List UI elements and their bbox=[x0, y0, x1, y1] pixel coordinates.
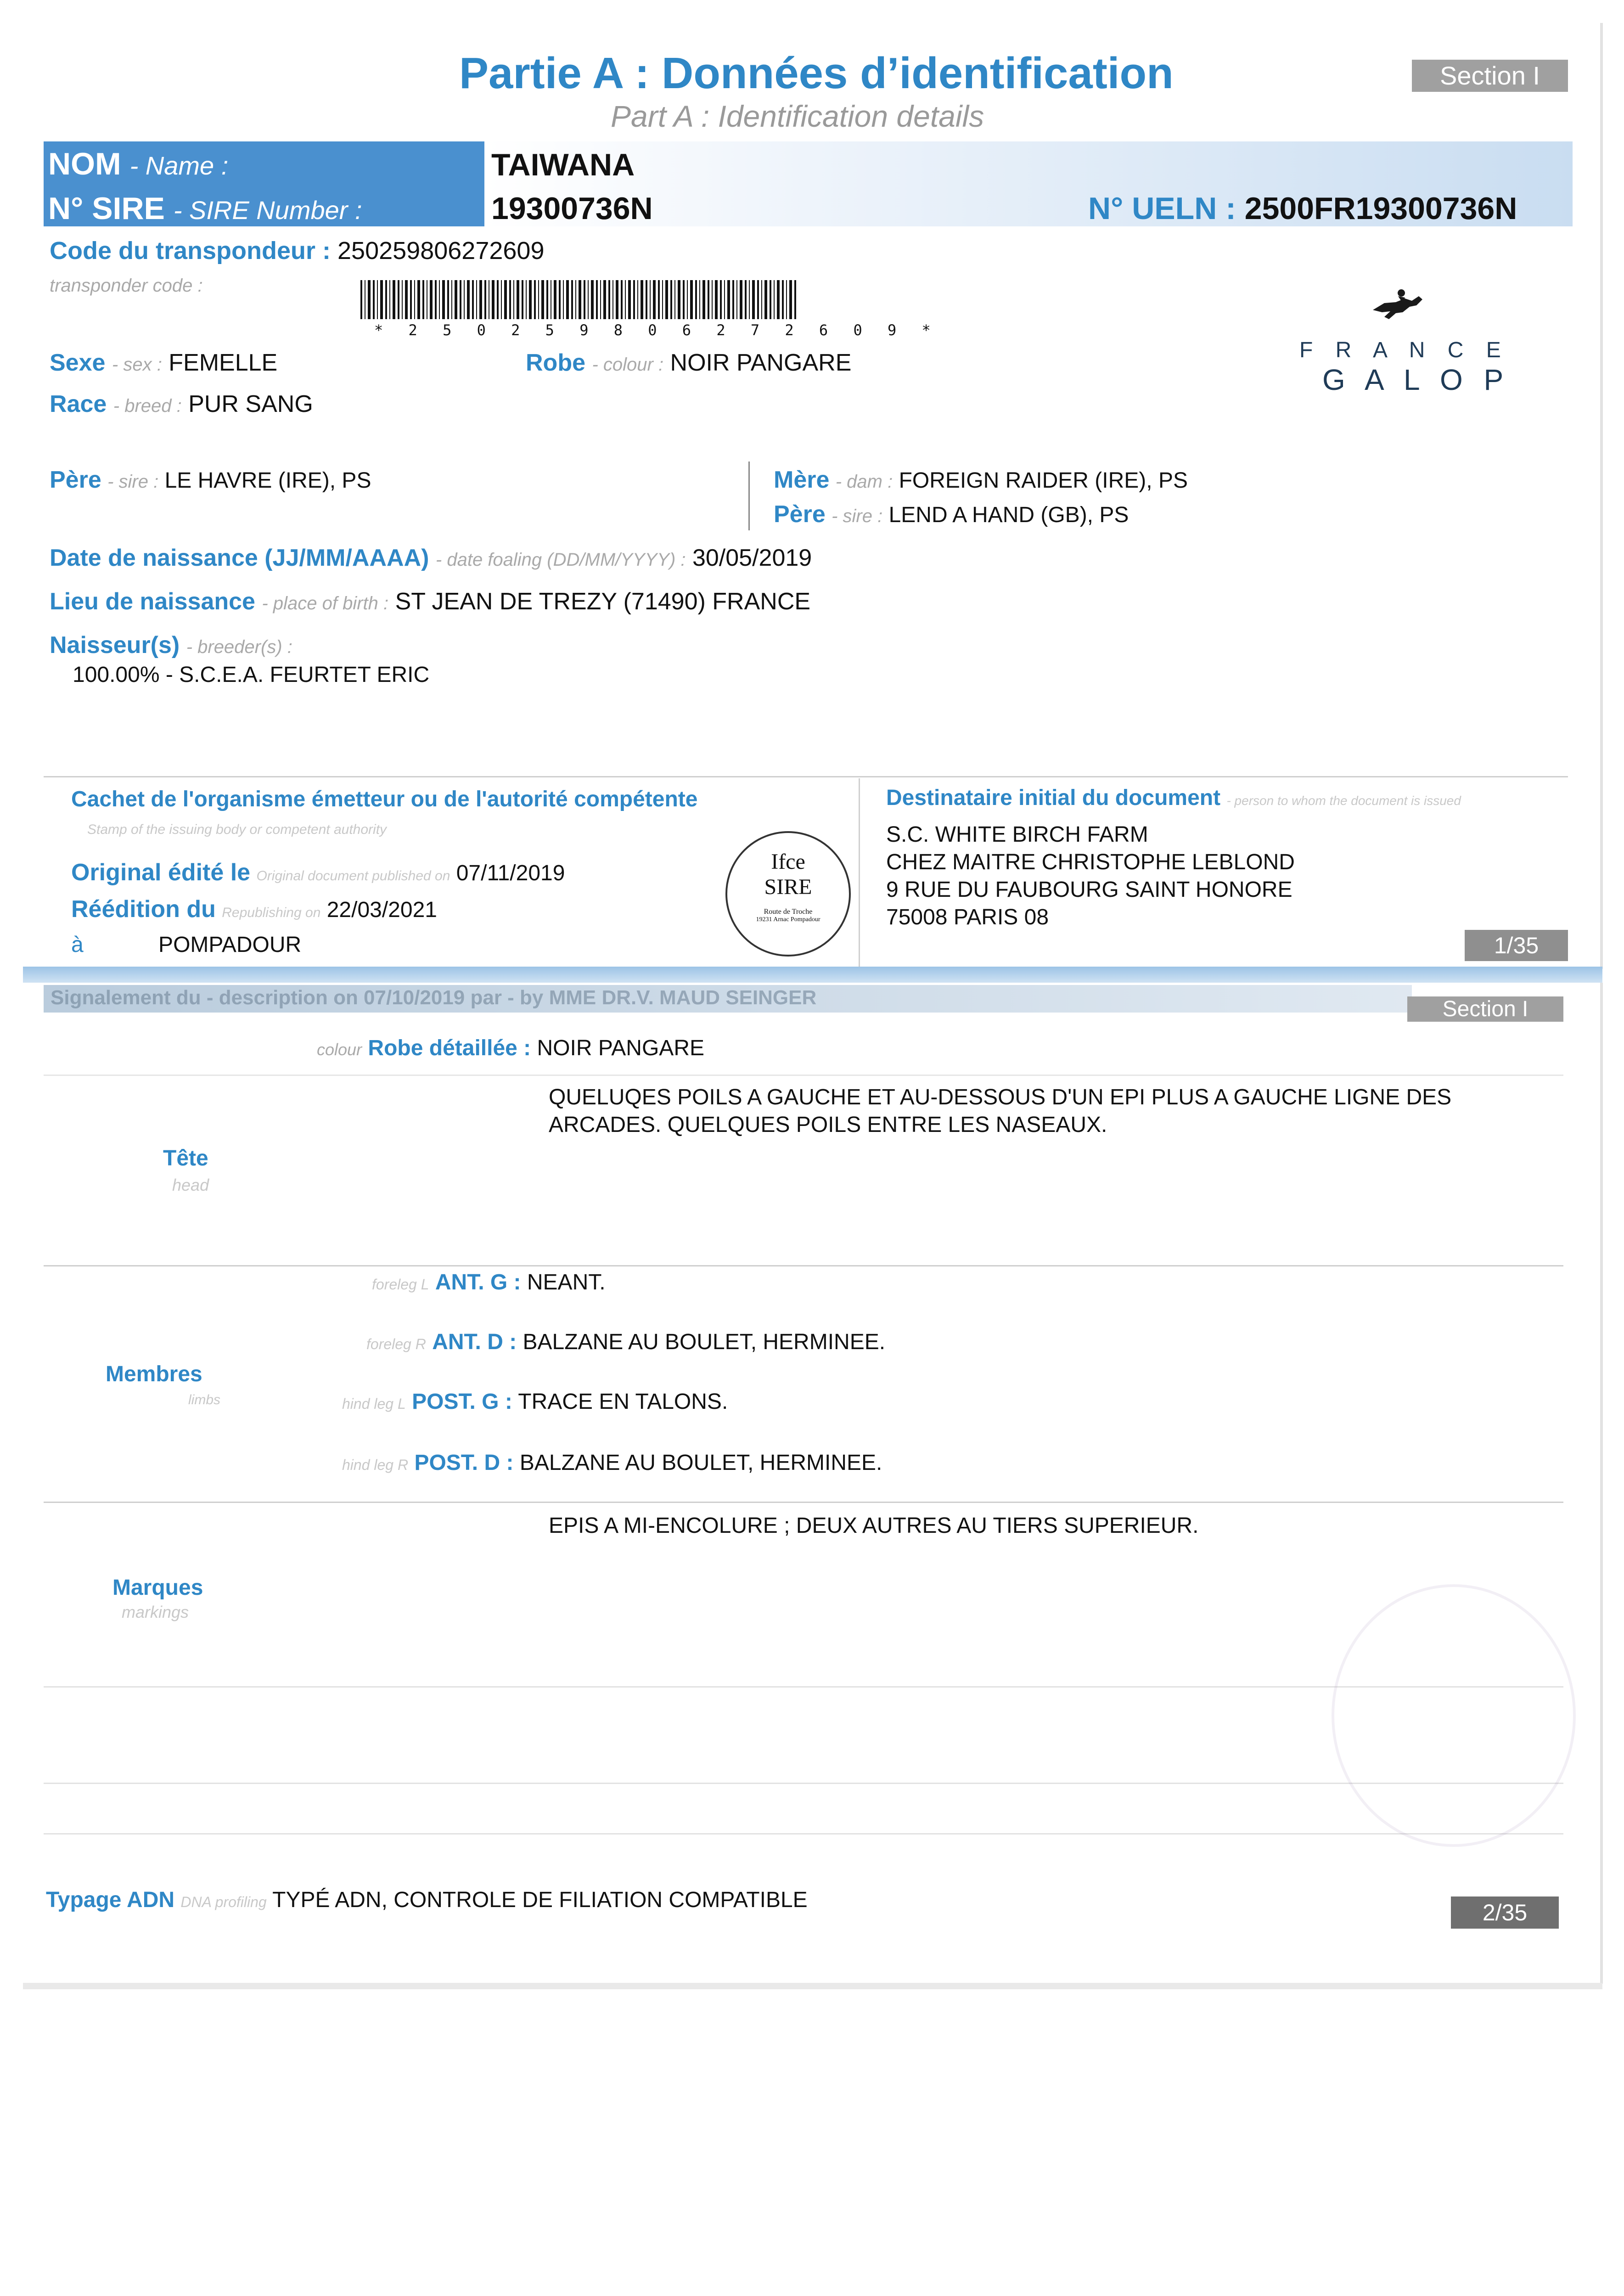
dam-sublabel: - dam : bbox=[835, 472, 893, 492]
sire-parent-sublabel: - sire : bbox=[107, 472, 159, 492]
original-row bbox=[71, 859, 565, 886]
transponder-label: Code du transpondeur : bbox=[50, 237, 331, 264]
page-overlap-band bbox=[23, 967, 1602, 985]
reedition-sublabel: Republishing on bbox=[222, 905, 321, 920]
dob-row bbox=[50, 544, 812, 572]
limb-label: ANT. G : bbox=[435, 1270, 521, 1294]
limb-row-ant-d bbox=[366, 1329, 1514, 1355]
limb-row-post-d bbox=[342, 1450, 1490, 1475]
stamp-label: Cachet de l'organisme émetteur ou de l'autorité compétente bbox=[71, 787, 698, 811]
rule bbox=[44, 1265, 1563, 1266]
sex-sublabel: - sex : bbox=[112, 355, 162, 375]
seal-line-3: Route de Troche bbox=[764, 908, 813, 916]
transponder-sublabel: transponder code : bbox=[50, 276, 203, 296]
dob-sublabel: - date foaling (DD/MM/YYYY) : bbox=[435, 550, 686, 570]
markings-label: Marques bbox=[112, 1576, 203, 1600]
colour-value: NOIR PANGARE bbox=[670, 349, 852, 376]
sire-label: N° SIRE bbox=[48, 191, 165, 226]
limb-value: BALZANE AU BOULET, HERMINEE. bbox=[519, 1451, 882, 1475]
limb-value: BALZANE AU BOULET, HERMINEE. bbox=[523, 1330, 886, 1354]
page-number-2: 2/35 bbox=[1451, 1896, 1559, 1929]
detailed-colour-row bbox=[317, 1035, 704, 1061]
reedition-label: Réédition du bbox=[71, 896, 216, 923]
breed-value: PUR SANG bbox=[188, 391, 313, 417]
limb-value: TRACE EN TALONS. bbox=[518, 1390, 728, 1414]
dam-sire-sublabel: - sire : bbox=[832, 506, 883, 526]
rule bbox=[44, 1783, 1563, 1784]
dam-sire-label: Père bbox=[774, 501, 826, 528]
original-label: Original édité le bbox=[71, 859, 251, 886]
dna-sublabel: DNA profiling bbox=[180, 1894, 267, 1910]
page-number-1: 1/35 bbox=[1465, 930, 1568, 961]
markings-value: EPIS A MI-ENCOLURE ; DEUX AUTRES AU TIERS SUPERIEUR. bbox=[549, 1514, 1199, 1538]
name-label-row bbox=[48, 146, 228, 182]
limb-value: NEANT. bbox=[527, 1270, 606, 1294]
page-title: Partie A : Données d’identification bbox=[459, 49, 1174, 98]
limb-label: POST. D : bbox=[414, 1451, 514, 1475]
section-tab-2: Section I bbox=[1407, 996, 1563, 1022]
detailed-colour-sublabel: colour bbox=[317, 1040, 362, 1059]
sex-label: Sexe bbox=[50, 349, 106, 376]
dam-sire-row bbox=[774, 501, 1129, 528]
colour-row bbox=[526, 349, 851, 377]
place-label: à bbox=[71, 933, 84, 957]
seal-line-1: Ifce bbox=[771, 850, 805, 874]
place-value: POMPADOUR bbox=[158, 933, 302, 957]
sire-parent-value: LE HAVRE (IRE), PS bbox=[164, 468, 371, 493]
seal-line-2: SIRE bbox=[764, 875, 812, 899]
transponder-row bbox=[50, 236, 544, 265]
limbs-label: Membres bbox=[106, 1362, 202, 1386]
dam-sire-value: LEND A HAND (GB), PS bbox=[888, 503, 1129, 527]
pob-value: ST JEAN DE TREZY (71490) FRANCE bbox=[395, 588, 811, 615]
dam-label: Mère bbox=[774, 467, 830, 493]
breeder-sublabel: - breeder(s) : bbox=[186, 637, 292, 657]
issuing-divider bbox=[859, 778, 860, 967]
rule bbox=[44, 1502, 1563, 1503]
ifce-seal bbox=[725, 831, 851, 957]
stamp-sublabel: Stamp of the issuing body or competent authority bbox=[87, 822, 387, 837]
colour-sublabel: - colour : bbox=[592, 355, 664, 375]
horse-rider-icon bbox=[1368, 285, 1428, 328]
breeder-label: Naisseur(s) bbox=[50, 632, 180, 658]
faded-stamp bbox=[1332, 1584, 1576, 1847]
seal-line-4: 19231 Arnac Pompadour bbox=[756, 916, 820, 923]
place-row bbox=[71, 932, 301, 957]
pob-row bbox=[50, 588, 810, 615]
logo-line-2: G A L O P bbox=[1322, 363, 1510, 396]
dob-label: Date de naissance (JJ/MM/AAAA) bbox=[50, 545, 429, 571]
head-sublabel: head bbox=[172, 1176, 209, 1194]
limb-sublabel: foreleg L bbox=[372, 1276, 429, 1293]
issuing-top-rule bbox=[44, 776, 1568, 777]
dna-label: Typage ADN bbox=[46, 1888, 175, 1912]
sire-sublabel: - SIRE Number : bbox=[173, 196, 362, 225]
limbs-sublabel: limbs bbox=[188, 1392, 221, 1407]
limb-sublabel: foreleg R bbox=[366, 1336, 426, 1352]
horse-name: TAIWANA bbox=[491, 147, 635, 182]
limb-label: POST. G : bbox=[412, 1390, 512, 1414]
limb-row-ant-g bbox=[372, 1270, 1520, 1295]
sire-label-row bbox=[48, 191, 362, 226]
sire-parent-label: Père bbox=[50, 467, 101, 493]
recipient-line: S.C. WHITE BIRCH FARM bbox=[886, 822, 1148, 847]
head-value: QUELUQES POILS A GAUCHE ET AU-DESSOUS D'UN EPI PLUS A GAUCHE LIGNE DES ARCADES. QUELQUES POILS ENTRE LES NASEAUX. bbox=[549, 1085, 1452, 1137]
ueln-label: N° UELN : bbox=[1088, 191, 1236, 226]
limb-sublabel: hind leg R bbox=[342, 1457, 409, 1473]
colour-label: Robe bbox=[526, 349, 585, 376]
detailed-colour-label: Robe détaillée : bbox=[368, 1036, 531, 1060]
original-sublabel: Original document published on bbox=[256, 868, 450, 884]
limb-sublabel: hind leg L bbox=[342, 1396, 406, 1412]
sire-parent-row bbox=[50, 466, 371, 494]
breed-label: Race bbox=[50, 391, 107, 417]
pob-sublabel: - place of birth : bbox=[262, 593, 389, 613]
sex-value: FEMELLE bbox=[169, 349, 278, 376]
head-label: Tête bbox=[163, 1146, 208, 1171]
recipient-line: 9 RUE DU FAUBOURG SAINT HONORE bbox=[886, 878, 1292, 902]
recipient-line: CHEZ MAITRE CHRISTOPHE LEBLOND bbox=[886, 850, 1295, 874]
dob-value: 30/05/2019 bbox=[692, 545, 812, 571]
limb-row-post-g bbox=[342, 1389, 1490, 1414]
reedition-row bbox=[71, 895, 437, 923]
rule bbox=[44, 1833, 1563, 1835]
pob-label: Lieu de naissance bbox=[50, 588, 255, 615]
name-sublabel: - Name : bbox=[129, 151, 229, 180]
sex-row bbox=[50, 349, 277, 377]
markings-sublabel: markings bbox=[122, 1603, 189, 1621]
sire-number: 19300736N bbox=[491, 191, 653, 226]
ueln-value: 2500FR19300736N bbox=[1244, 191, 1517, 226]
name-label: NOM bbox=[48, 146, 121, 181]
parents-divider bbox=[748, 461, 750, 530]
page-subtitle: Part A : Identification details bbox=[611, 99, 984, 133]
recipient-sublabel: - person to whom the document is issued bbox=[1226, 793, 1461, 808]
breed-sublabel: - breed : bbox=[113, 396, 182, 416]
recipient-label: Destinataire initial du document bbox=[886, 786, 1221, 810]
original-value: 07/11/2019 bbox=[456, 861, 565, 885]
breeder-value: 100.00% - S.C.E.A. FEURTET ERIC bbox=[73, 663, 430, 687]
dna-value: TYPÉ ADN, CONTROLE DE FILIATION COMPATIBLE bbox=[272, 1888, 808, 1912]
description-header: Signalement du - description on 07/10/2019 par - by MME DR.V. MAUD SEINGER bbox=[51, 986, 817, 1009]
barcode-text: * 2 5 0 2 5 9 8 0 6 2 7 2 6 0 9 * bbox=[374, 321, 939, 339]
detailed-colour-value: NOIR PANGARE bbox=[537, 1036, 704, 1060]
recipient-line: 75008 PARIS 08 bbox=[886, 905, 1049, 929]
logo-line-1: F R A N C E bbox=[1299, 338, 1509, 362]
breed-row bbox=[50, 390, 313, 418]
dam-value: FOREIGN RAIDER (IRE), PS bbox=[899, 468, 1188, 493]
recipient-row bbox=[886, 785, 1461, 810]
transponder-value: 250259806272609 bbox=[337, 237, 545, 264]
ueln-row bbox=[1088, 191, 1517, 226]
barcode bbox=[360, 280, 797, 319]
dam-row bbox=[774, 466, 1188, 494]
reedition-value: 22/03/2021 bbox=[326, 898, 437, 922]
rule bbox=[44, 1075, 1563, 1076]
section-tab: Section I bbox=[1412, 60, 1568, 92]
dna-row bbox=[46, 1887, 808, 1913]
limb-label: ANT. D : bbox=[432, 1330, 517, 1354]
scan-edge bbox=[23, 1983, 1602, 1989]
breeder-row bbox=[50, 631, 292, 659]
